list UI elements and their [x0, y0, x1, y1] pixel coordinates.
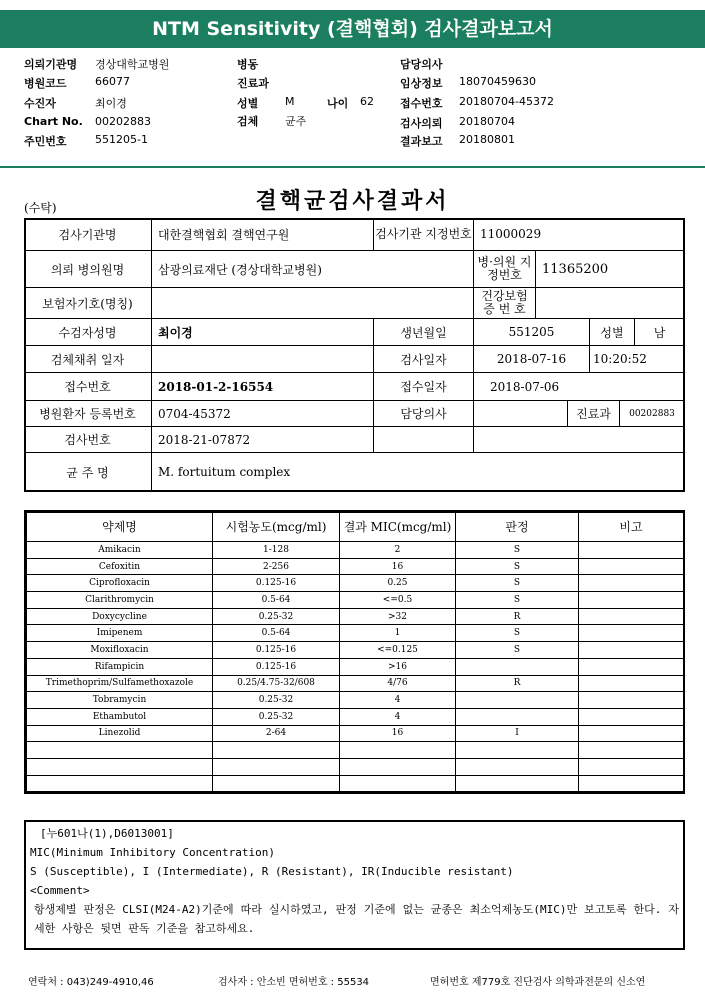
- form-value: 2018-21-07872: [152, 427, 374, 453]
- header-label: Chart No.: [24, 115, 83, 128]
- range-cell: 0.5-64: [213, 592, 340, 609]
- form-value: 삼광의료재단 (경상대학교병원): [152, 251, 474, 288]
- remark-cell: [579, 658, 684, 675]
- header-label: 담당의사: [400, 58, 443, 71]
- remark-cell: [579, 642, 684, 659]
- form-label: 검사일자: [374, 346, 474, 373]
- table-row: [27, 625, 684, 642]
- range-cell: 0.5-64: [213, 625, 340, 642]
- header-value: 551205-1: [95, 133, 148, 146]
- header-label: 검사의뢰: [400, 117, 443, 130]
- form-empty: [474, 427, 685, 453]
- mic-cell: 4: [340, 708, 456, 725]
- remark-cell: [579, 775, 684, 792]
- column-header: 시험농도(mcg/ml): [213, 513, 340, 542]
- form-value: 0704-45372: [152, 401, 374, 427]
- table-row: [27, 575, 684, 592]
- header-value: 균주: [285, 115, 307, 128]
- header-label: 진료과: [237, 77, 269, 90]
- header-label: 결과보고: [400, 135, 443, 148]
- header-label: 주민번호: [24, 135, 67, 148]
- range-cell: [213, 742, 340, 759]
- range-cell: [213, 775, 340, 792]
- result-cell: R: [456, 608, 579, 625]
- drug-cell: Doxycycline: [27, 608, 213, 625]
- mic-cell: 4: [340, 692, 456, 709]
- table-row: [27, 558, 684, 575]
- range-cell: 0.125-16: [213, 658, 340, 675]
- remark-cell: [579, 558, 684, 575]
- form-empty: [374, 427, 474, 453]
- mic-cell: >16: [340, 658, 456, 675]
- result-cell: I: [456, 725, 579, 742]
- form-value: 00202883: [620, 401, 685, 427]
- form-value: 551205: [474, 319, 590, 346]
- header-label: 접수번호: [400, 97, 443, 110]
- table-row: [27, 742, 684, 759]
- table-row: [27, 642, 684, 659]
- footer-license: 면허번호 제779호 진단검사 의학과전문의 신소연: [430, 977, 646, 988]
- header-value: 00202883: [95, 115, 151, 128]
- form-value: 대한결핵협회 결핵연구원: [152, 218, 374, 251]
- form-label: 검사기관 지정번호: [374, 218, 474, 251]
- drug-cell: Cefoxitin: [27, 558, 213, 575]
- table-row: [27, 725, 684, 742]
- mic-cell: <=0.125: [340, 642, 456, 659]
- form-value: 11365200: [536, 251, 685, 288]
- drug-cell: Imipenem: [27, 625, 213, 642]
- form-value: 2018-07-16: [474, 346, 590, 373]
- range-cell: 2-256: [213, 558, 340, 575]
- header-label: 의뢰기관명: [24, 58, 78, 71]
- remark-cell: [579, 625, 684, 642]
- header-divider: [0, 166, 705, 168]
- column-header: 판정: [456, 513, 579, 542]
- notes-legend: S (Susceptible), I (Intermediate), R (Resistant), IR(Inducible resistant): [30, 865, 514, 878]
- header-value: 최이경: [95, 97, 127, 110]
- range-cell: 0.25-32: [213, 608, 340, 625]
- drug-cell: [27, 742, 213, 759]
- header-label: 임상정보: [400, 77, 443, 90]
- drug-cell: Ciprofloxacin: [27, 575, 213, 592]
- result-cell: [456, 692, 579, 709]
- form-value: [152, 346, 374, 373]
- form-value: [536, 288, 685, 319]
- form-label: 생년월일: [374, 319, 474, 346]
- result-cell: S: [456, 575, 579, 592]
- result-cell: S: [456, 642, 579, 659]
- mic-cell: [340, 775, 456, 792]
- notes-code: [누601나(1),D6013001]: [40, 827, 174, 840]
- mic-cell: >32: [340, 608, 456, 625]
- form-value: 11000029: [474, 218, 685, 251]
- header-value: 18070459630: [459, 75, 536, 88]
- drug-cell: [27, 758, 213, 775]
- remark-cell: [579, 692, 684, 709]
- mic-cell: 16: [340, 725, 456, 742]
- header-value: 20180704-45372: [459, 95, 554, 108]
- table-row: [27, 658, 684, 675]
- table-row: [27, 592, 684, 609]
- form-value: M. fortuitum complex: [152, 453, 685, 492]
- header-label: 나이: [327, 97, 349, 110]
- form-label: 성별: [590, 319, 635, 346]
- mic-cell: 2: [340, 542, 456, 559]
- range-cell: 2-64: [213, 725, 340, 742]
- remark-cell: [579, 708, 684, 725]
- footer-contact: 연락처 : 043)249-4910,46: [28, 977, 154, 988]
- header-label: 성별: [237, 97, 259, 110]
- mic-cell: [340, 758, 456, 775]
- header-value: 20180801: [459, 133, 515, 146]
- drug-cell: Trimethoprim/Sulfamethoxazole: [27, 675, 213, 692]
- form-label: 수검자성명: [24, 319, 152, 346]
- result-cell: [456, 658, 579, 675]
- table-row: [27, 675, 684, 692]
- drug-cell: Tobramycin: [27, 692, 213, 709]
- mic-cell: 0.25: [340, 575, 456, 592]
- result-cell: [456, 775, 579, 792]
- form-label: 균 주 명: [24, 453, 152, 492]
- range-cell: [213, 758, 340, 775]
- drug-cell: Moxifloxacin: [27, 642, 213, 659]
- notes-mic: MIC(Minimum Inhibitory Concentration): [30, 846, 276, 859]
- range-cell: 0.25/4.75-32/608: [213, 675, 340, 692]
- table-row: [27, 608, 684, 625]
- header-label: 검체: [237, 115, 259, 128]
- result-cell: [456, 758, 579, 775]
- mic-cell: 4/76: [340, 675, 456, 692]
- doc-tag: (수탁): [24, 201, 57, 215]
- range-cell: 1-128: [213, 542, 340, 559]
- range-cell: 0.25-32: [213, 692, 340, 709]
- table-row: [27, 692, 684, 709]
- mic-cell: [340, 742, 456, 759]
- form-value: 10:20:52: [590, 346, 685, 373]
- column-header: 결과 MIC(mcg/ml): [340, 513, 456, 542]
- column-header: 비고: [579, 513, 684, 542]
- header-label: 병동: [237, 58, 259, 71]
- form-label: 접수일자: [374, 373, 474, 401]
- sensitivity-table: [24, 510, 685, 794]
- form-label: 진료과: [568, 401, 620, 427]
- mic-cell: 16: [340, 558, 456, 575]
- remark-cell: [579, 758, 684, 775]
- range-cell: 0.25-32: [213, 708, 340, 725]
- result-cell: R: [456, 675, 579, 692]
- remark-cell: [579, 592, 684, 609]
- result-cell: S: [456, 592, 579, 609]
- patient-header: [0, 0, 705, 160]
- table-row: [27, 708, 684, 725]
- form-label: 담당의사: [374, 401, 474, 427]
- table-row: [27, 758, 684, 775]
- result-cell: S: [456, 558, 579, 575]
- footer-tester: 검사자 : 안소빈 면허번호 : 55534: [218, 977, 370, 988]
- drug-cell: Amikacin: [27, 542, 213, 559]
- form-label: 병원환자 등록번호: [24, 401, 152, 427]
- form-label: 병·의원 지정번호: [474, 251, 536, 288]
- form-label: 건강보험 증 번 호: [474, 288, 536, 319]
- info-form: [24, 218, 685, 492]
- form-value: 남: [635, 319, 685, 346]
- drug-cell: Clarithromycin: [27, 592, 213, 609]
- form-label: 검사번호: [24, 427, 152, 453]
- remark-cell: [579, 608, 684, 625]
- form-value: 2018-07-06: [474, 373, 685, 401]
- form-value: 2018-01-2-16554: [152, 373, 374, 401]
- result-cell: [456, 742, 579, 759]
- notes-comment-label: <Comment>: [30, 884, 90, 897]
- header-value: 20180704: [459, 115, 515, 128]
- form-value: [474, 401, 568, 427]
- header-label: 병원코드: [24, 77, 67, 90]
- table-row: [27, 542, 684, 559]
- notes-comment: 항생제별 판정은 CLSI(M24-A2)기준에 따라 실시하였고, 판정 기준에 없는 균종은 최소억제농도(MIC)만 보고토록 한다. 자세한 사항은 뒷면 판독 기준을 참고하세요.: [34, 903, 679, 935]
- remark-cell: [579, 542, 684, 559]
- header-value: 66077: [95, 75, 130, 88]
- form-label: 검사기관명: [24, 218, 152, 251]
- result-cell: S: [456, 542, 579, 559]
- table-row: [27, 775, 684, 792]
- table-header-row: [27, 513, 684, 542]
- drug-cell: Ethambutol: [27, 708, 213, 725]
- remark-cell: [579, 742, 684, 759]
- form-value: 최이경: [152, 319, 374, 346]
- header-value: 경상대학교병원: [95, 58, 170, 71]
- drug-cell: Rifampicin: [27, 658, 213, 675]
- remark-cell: [579, 725, 684, 742]
- remark-cell: [579, 675, 684, 692]
- header-value: 62: [360, 95, 374, 108]
- form-label: 접수번호: [24, 373, 152, 401]
- form-label: 보험자기호(명칭): [24, 288, 152, 319]
- header-label: 수진자: [24, 97, 56, 110]
- result-cell: [456, 708, 579, 725]
- mic-cell: <=0.5: [340, 592, 456, 609]
- form-value: [152, 288, 474, 319]
- remark-cell: [579, 575, 684, 592]
- drug-cell: [27, 775, 213, 792]
- form-label: 검체채취 일자: [24, 346, 152, 373]
- header-value: M: [285, 95, 295, 108]
- notes-box: [24, 820, 685, 950]
- form-label: 의뢰 병의원명: [24, 251, 152, 288]
- column-header: 약제명: [27, 513, 213, 542]
- mic-cell: 1: [340, 625, 456, 642]
- result-cell: S: [456, 625, 579, 642]
- document-title: 결핵균검사결과서: [255, 188, 450, 214]
- range-cell: 0.125-16: [213, 575, 340, 592]
- report-banner: NTM Sensitivity (결핵협회) 검사결과보고서: [0, 10, 705, 48]
- range-cell: 0.125-16: [213, 642, 340, 659]
- drug-cell: Linezolid: [27, 725, 213, 742]
